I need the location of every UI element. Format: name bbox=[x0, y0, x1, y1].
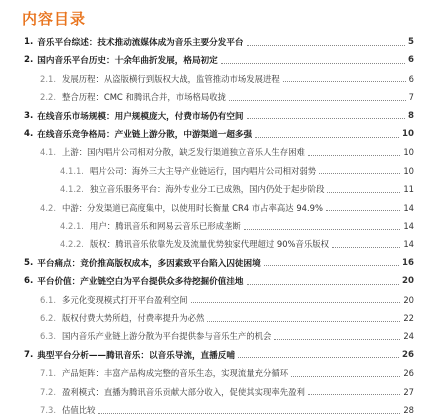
toc-entry-text: 中游：分发渠道已高度集中，以使用时长衡量 CR4 市占率高达 94.9% bbox=[61, 202, 323, 213]
toc-entry-page: 10 bbox=[403, 165, 414, 176]
toc-entry-page: 8 bbox=[408, 110, 414, 121]
toc-entry-text: 上游：国内唱片公司相对分散，缺乏发行渠道独立音乐人生存困难 bbox=[61, 147, 305, 158]
toc-leader-dots bbox=[291, 376, 400, 377]
toc-entry-number: 7. bbox=[24, 349, 34, 360]
toc-leader-dots bbox=[98, 413, 400, 414]
toc-leader-dots bbox=[255, 137, 399, 138]
toc-entry-number: 7.2. bbox=[40, 386, 56, 397]
toc-entry[interactable] bbox=[40, 87, 414, 107]
toc-entry-text: 国内音乐产业链上游分散为平台提供参与音乐生产的机会 bbox=[61, 331, 272, 342]
toc-entry-number: 4. bbox=[24, 129, 34, 139]
toc-entry-number: 6.1. bbox=[40, 294, 56, 305]
toc-entry[interactable] bbox=[24, 50, 414, 70]
toc-entry-number: 7.3. bbox=[40, 405, 56, 415]
toc-leader-dots bbox=[332, 247, 400, 248]
toc-entry[interactable] bbox=[24, 345, 414, 365]
toc-leader-dots bbox=[327, 192, 400, 193]
toc-entry[interactable] bbox=[40, 198, 414, 218]
toc-entry-page: 14 bbox=[403, 202, 414, 213]
toc-entry[interactable] bbox=[60, 161, 414, 181]
toc-leader-dots bbox=[274, 339, 400, 340]
toc-entry-page: 11 bbox=[403, 184, 414, 195]
toc-entry[interactable] bbox=[60, 216, 414, 236]
toc-leader-dots bbox=[229, 100, 406, 101]
toc-entry-number: 2.2. bbox=[40, 92, 56, 103]
toc-entry-text: 在线音乐市场规模：用户规模庞大，付费市场仍有空间 bbox=[37, 111, 244, 122]
toc-leader-dots bbox=[238, 357, 399, 358]
toc-entry-number: 4.1. bbox=[40, 147, 56, 158]
toc-entry-page: 22 bbox=[403, 313, 414, 323]
toc-entry-page: 14 bbox=[403, 239, 414, 250]
toc-entry-number: 4.1.2. bbox=[60, 184, 84, 195]
toc-leader-dots bbox=[308, 394, 400, 395]
toc-entry-page: 27 bbox=[403, 386, 414, 397]
toc-entry-number: 5. bbox=[24, 257, 34, 268]
toc-entry-number: 4.2.2. bbox=[60, 239, 84, 250]
toc-entry-page: 5 bbox=[408, 37, 414, 47]
toc-entry-page: 24 bbox=[403, 331, 414, 342]
toc-entry-text: 多元化变现模式打开平台盈利空间 bbox=[61, 294, 188, 305]
toc-entry-text: 国内音乐平台历史：十余年曲折发展，格局初定 bbox=[37, 56, 218, 67]
toc-leader-dots bbox=[191, 302, 401, 303]
toc-entry-text: 典型平台分析——腾讯音乐：以音乐导流，直播反哺 bbox=[37, 350, 235, 361]
toc-entry-number: 2. bbox=[24, 55, 34, 66]
toc-entry-text: 音乐平台综述：技术推动流媒体成为音乐主要分发平台 bbox=[37, 38, 244, 48]
toc-entry[interactable] bbox=[24, 32, 414, 52]
toc-leader-dots bbox=[326, 210, 400, 211]
toc-entry[interactable] bbox=[40, 290, 414, 310]
toc-entry-text: 独立音乐服务平台：海外专业分工已成熟，国内仍处于起步阶段 bbox=[89, 184, 325, 195]
toc-entry-page: 7 bbox=[408, 92, 414, 103]
toc-leader-dots bbox=[247, 284, 400, 285]
toc-entry-number: 4.1.1. bbox=[60, 165, 84, 176]
toc-entry-number: 6.2. bbox=[40, 313, 56, 323]
toc-entry-page: 20 bbox=[402, 276, 414, 287]
toc-entry-number: 3. bbox=[24, 110, 34, 121]
toc-entry-number: 1. bbox=[24, 37, 34, 47]
toc-entry-number: 4.2.1. bbox=[60, 221, 84, 231]
toc-entry[interactable] bbox=[40, 308, 414, 328]
toc-entry[interactable] bbox=[24, 106, 414, 126]
toc-entry-page: 26 bbox=[403, 368, 414, 379]
toc-entry-text: 整合历程：CMC 和腾讯合并，市场格局收拢 bbox=[61, 92, 226, 103]
toc-entry-text: 盈利模式：直播为腾讯音乐贡献大部分收入，促使其实现率先盈利 bbox=[61, 386, 305, 397]
toc-entry[interactable] bbox=[60, 234, 414, 254]
toc-entry-page: 16 bbox=[402, 257, 414, 268]
toc-entry[interactable] bbox=[40, 69, 414, 89]
toc-entry-number: 6.3. bbox=[40, 331, 56, 342]
toc-entry-number: 4.2. bbox=[40, 202, 56, 213]
toc-leader-dots bbox=[283, 81, 406, 82]
toc-entry-text: 版权付费大势所趋，付费率提升为必然 bbox=[61, 313, 205, 323]
toc-entry-number: 7.1. bbox=[40, 368, 56, 379]
toc-entry-page: 14 bbox=[403, 221, 414, 231]
toc-entry[interactable] bbox=[24, 271, 414, 291]
toc-leader-dots bbox=[247, 45, 406, 46]
toc-leader-dots bbox=[244, 229, 401, 230]
toc-entry-text: 在线音乐竞争格局：产业链上游分散，中游渠道一超多强 bbox=[37, 130, 253, 140]
toc-leader-dots bbox=[264, 265, 399, 266]
toc-entry-number: 2.1. bbox=[40, 73, 56, 84]
toc-entry-text: 发展历程：从盗版横行到版权大战，监管推动市场发展进程 bbox=[61, 73, 280, 84]
toc-entry-text: 平台痛点：竞价推高版权成本，多因素致平台陷入囚徒困境 bbox=[37, 258, 261, 269]
toc-entry-text: 产品矩阵：丰富产品构成完整的音乐生态，实现流量充分循环 bbox=[61, 368, 289, 379]
toc-entry[interactable] bbox=[40, 326, 414, 346]
toc-entry-page: 6 bbox=[408, 55, 414, 66]
toc-entry-page: 26 bbox=[402, 349, 414, 360]
toc-entry-page: 10 bbox=[402, 129, 414, 139]
toc-entry-text: 平台价值：产业链空白为平台提供众多待挖掘价值洼地 bbox=[37, 277, 244, 288]
toc-entry-page: 28 bbox=[403, 405, 414, 415]
toc-entry[interactable] bbox=[40, 142, 414, 162]
toc-entry[interactable] bbox=[60, 179, 414, 199]
toc-entry-text: 用户：腾讯音乐和网易云音乐已形成垄断 bbox=[89, 221, 241, 231]
toc-entry[interactable] bbox=[24, 124, 414, 144]
toc-entry[interactable] bbox=[40, 382, 414, 402]
toc-entry-page: 6 bbox=[408, 73, 414, 84]
toc-entry[interactable] bbox=[40, 363, 414, 383]
toc-entry-text: 版权：腾讯音乐依靠先发及流量优势独家代理超过 90%音乐版权 bbox=[89, 239, 330, 250]
toc-leader-dots bbox=[319, 173, 400, 174]
toc-leader-dots bbox=[308, 155, 400, 156]
toc-leader-dots bbox=[221, 63, 405, 64]
toc-entry-text: 唱片公司：海外三大主导产业链运行，国内唱片公司相对弱势 bbox=[89, 165, 317, 176]
toc-entry[interactable] bbox=[40, 400, 414, 420]
toc-leader-dots bbox=[207, 321, 400, 322]
toc-entry-number: 6. bbox=[24, 276, 34, 287]
toc-entry-page: 20 bbox=[403, 294, 414, 305]
toc-title: 内容目录 bbox=[22, 10, 87, 28]
toc-entry-page: 10 bbox=[403, 147, 414, 158]
toc-entry-text: 估值比较 bbox=[61, 405, 96, 415]
toc-entry[interactable] bbox=[24, 253, 414, 273]
toc-leader-dots bbox=[247, 118, 406, 119]
